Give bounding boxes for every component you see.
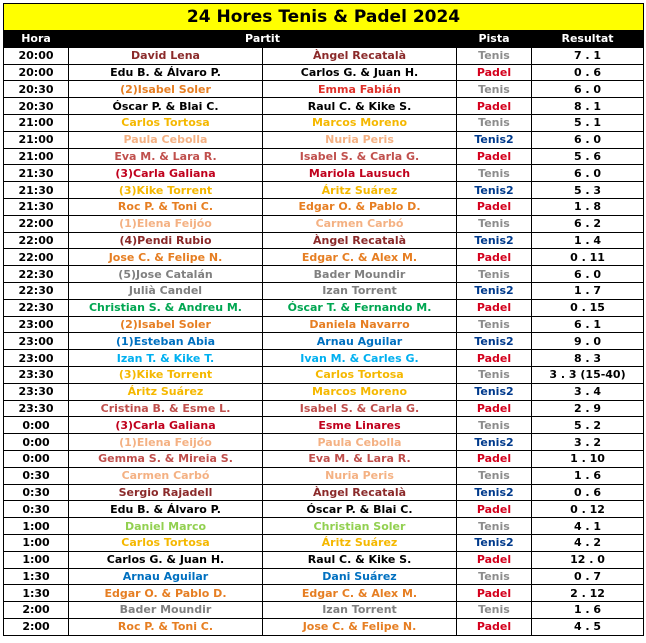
court-name: Padel <box>457 618 532 635</box>
court-name: Tenis <box>457 366 532 383</box>
match-row <box>4 64 644 81</box>
player-two: Nuria Peris <box>263 467 457 484</box>
player-two: Àngel Recatalà <box>263 484 457 501</box>
match-row <box>4 131 644 148</box>
match-time: 21:00 <box>4 131 69 148</box>
court-name: Padel <box>457 249 532 266</box>
player-one: Roc P. & Toni C. <box>69 618 263 635</box>
player-one: (1)Elena Feijóo <box>69 434 263 451</box>
player-one: Gemma S. & Mireia S. <box>69 450 263 467</box>
title-row <box>4 4 644 31</box>
court-name: Padel <box>457 64 532 81</box>
player-one: (4)Pendi Rubio <box>69 232 263 249</box>
player-one: Carlos Tortosa <box>69 114 263 131</box>
match-row <box>4 114 644 131</box>
player-two: Marcos Moreno <box>263 114 457 131</box>
court-name: Tenis <box>457 467 532 484</box>
match-row <box>4 450 644 467</box>
court-name: Padel <box>457 299 532 316</box>
match-time: 2:00 <box>4 618 69 635</box>
match-result: 1 . 6 <box>532 467 644 484</box>
match-time: 23:30 <box>4 383 69 400</box>
court-name: Tenis <box>457 417 532 434</box>
player-two: Ivan M. & Carles G. <box>263 350 457 367</box>
player-two: Raul C. & Kike S. <box>263 98 457 115</box>
match-row <box>4 518 644 535</box>
player-two: Áritz Suárez <box>263 182 457 199</box>
court-name: Tenis2 <box>457 484 532 501</box>
match-time: 21:30 <box>4 182 69 199</box>
player-one: Edu B. & Álvaro P. <box>69 64 263 81</box>
match-result: 3 . 3 (15-40) <box>532 366 644 383</box>
match-row <box>4 467 644 484</box>
player-one: (1)Elena Feijóo <box>69 215 263 232</box>
match-row <box>4 182 644 199</box>
match-row <box>4 47 644 64</box>
player-one: (5)Jose Catalán <box>69 266 263 283</box>
match-result: 2 . 9 <box>532 400 644 417</box>
match-result: 4 . 1 <box>532 518 644 535</box>
match-time: 1:00 <box>4 534 69 551</box>
player-one: Julià Candel <box>69 282 263 299</box>
match-time: 21:30 <box>4 165 69 182</box>
match-row <box>4 165 644 182</box>
court-name: Tenis <box>457 568 532 585</box>
court-name: Tenis2 <box>457 434 532 451</box>
match-time: 1:30 <box>4 585 69 602</box>
player-one: (1)Esteban Abia <box>69 333 263 350</box>
match-row <box>4 417 644 434</box>
match-result: 7 . 1 <box>532 47 644 64</box>
match-result: 8 . 3 <box>532 350 644 367</box>
match-time: 20:30 <box>4 98 69 115</box>
match-time: 22:30 <box>4 282 69 299</box>
court-name: Padel <box>457 585 532 602</box>
player-two: Raul C. & Kike S. <box>263 551 457 568</box>
match-row <box>4 215 644 232</box>
player-two: Carlos G. & Juan H. <box>263 64 457 81</box>
player-two: Carlos Tortosa <box>263 366 457 383</box>
player-one: Áritz Suárez <box>69 383 263 400</box>
court-name: Tenis <box>457 215 532 232</box>
match-time: 20:00 <box>4 47 69 64</box>
player-two: Isabel S. & Carla G. <box>263 148 457 165</box>
match-time: 1:00 <box>4 518 69 535</box>
match-row <box>4 618 644 635</box>
match-time: 0:30 <box>4 501 69 518</box>
player-two: Isabel S. & Carla G. <box>263 400 457 417</box>
match-time: 0:30 <box>4 484 69 501</box>
match-result: 3 . 4 <box>532 383 644 400</box>
match-time: 0:00 <box>4 434 69 451</box>
player-one: Roc P. & Toni C. <box>69 198 263 215</box>
match-time: 23:00 <box>4 316 69 333</box>
player-two: Edgar C. & Alex M. <box>263 249 457 266</box>
match-result: 6 . 2 <box>532 215 644 232</box>
match-time: 22:00 <box>4 232 69 249</box>
match-result: 1 . 4 <box>532 232 644 249</box>
player-two: Christian Soler <box>263 518 457 535</box>
player-one: Jose C. & Felipe N. <box>69 249 263 266</box>
player-two: Jose C. & Felipe N. <box>263 618 457 635</box>
match-result: 0 . 12 <box>532 501 644 518</box>
match-row <box>4 232 644 249</box>
match-result: 4 . 5 <box>532 618 644 635</box>
court-name: Tenis <box>457 81 532 98</box>
match-row <box>4 585 644 602</box>
match-result: 4 . 2 <box>532 534 644 551</box>
header-row <box>4 31 644 48</box>
match-result: 5 . 1 <box>532 114 644 131</box>
match-result: 2 . 12 <box>532 585 644 602</box>
match-time: 0:30 <box>4 467 69 484</box>
match-time: 21:00 <box>4 148 69 165</box>
player-one: Óscar P. & Blai C. <box>69 98 263 115</box>
court-name: Padel <box>457 450 532 467</box>
page-title: 24 Hores Tenis & Padel 2024 <box>4 4 644 31</box>
player-one: Carmen Carbó <box>69 467 263 484</box>
match-time: 1:30 <box>4 568 69 585</box>
player-one: Arnau Aguilar <box>69 568 263 585</box>
player-one: Carlos G. & Juan H. <box>69 551 263 568</box>
match-time: 22:00 <box>4 215 69 232</box>
player-two: Nuria Peris <box>263 131 457 148</box>
match-result: 0 . 6 <box>532 484 644 501</box>
match-time: 23:30 <box>4 400 69 417</box>
player-one: Christian S. & Andreu M. <box>69 299 263 316</box>
match-row <box>4 602 644 619</box>
player-one: (2)Isabel Soler <box>69 316 263 333</box>
player-two: Dani Suárez <box>263 568 457 585</box>
match-result: 9 . 0 <box>532 333 644 350</box>
match-time: 2:00 <box>4 602 69 619</box>
match-row <box>4 266 644 283</box>
player-one: (3)Carla Galiana <box>69 165 263 182</box>
player-two: Izan Torrent <box>263 282 457 299</box>
match-time: 20:00 <box>4 64 69 81</box>
match-row <box>4 98 644 115</box>
header-partit: Partit <box>69 31 457 48</box>
match-time: 23:00 <box>4 333 69 350</box>
match-result: 5 . 6 <box>532 148 644 165</box>
match-time: 1:00 <box>4 551 69 568</box>
player-two: Áritz Suárez <box>263 534 457 551</box>
match-row <box>4 568 644 585</box>
court-name: Padel <box>457 198 532 215</box>
match-row <box>4 299 644 316</box>
match-row <box>4 282 644 299</box>
match-result: 6 . 0 <box>532 81 644 98</box>
player-one: David Lena <box>69 47 263 64</box>
player-two: Esme Linares <box>263 417 457 434</box>
match-time: 21:30 <box>4 198 69 215</box>
player-one: Izan T. & Kike T. <box>69 350 263 367</box>
player-two: Àngel Recatalà <box>263 47 457 64</box>
court-name: Tenis <box>457 165 532 182</box>
player-two: Paula Cebolla <box>263 434 457 451</box>
player-one: Eva M. & Lara R. <box>69 148 263 165</box>
match-row <box>4 249 644 266</box>
player-one: (3)Kike Torrent <box>69 366 263 383</box>
match-result: 8 . 1 <box>532 98 644 115</box>
match-time: 23:00 <box>4 350 69 367</box>
player-two: Izan Torrent <box>263 602 457 619</box>
player-two: Àngel Recatalà <box>263 232 457 249</box>
court-name: Tenis2 <box>457 182 532 199</box>
match-result: 3 . 2 <box>532 434 644 451</box>
court-name: Tenis2 <box>457 232 532 249</box>
match-result: 5 . 3 <box>532 182 644 199</box>
court-name: Tenis <box>457 47 532 64</box>
court-name: Padel <box>457 501 532 518</box>
court-name: Tenis <box>457 602 532 619</box>
court-name: Tenis2 <box>457 534 532 551</box>
match-result: 1 . 8 <box>532 198 644 215</box>
match-time: 22:30 <box>4 299 69 316</box>
match-result: 0 . 11 <box>532 249 644 266</box>
player-one: (3)Carla Galiana <box>69 417 263 434</box>
match-row <box>4 551 644 568</box>
court-name: Padel <box>457 400 532 417</box>
match-row <box>4 501 644 518</box>
player-one: Cristina B. & Esme L. <box>69 400 263 417</box>
player-two: Daniela Navarro <box>263 316 457 333</box>
player-two: Óscar T. & Fernando M. <box>263 299 457 316</box>
player-two: Marcos Moreno <box>263 383 457 400</box>
player-two: Emma Fabián <box>263 81 457 98</box>
court-name: Padel <box>457 350 532 367</box>
player-two: Edgar O. & Pablo D. <box>263 198 457 215</box>
match-time: 23:30 <box>4 366 69 383</box>
player-one: Paula Cebolla <box>69 131 263 148</box>
match-row <box>4 350 644 367</box>
player-one: (2)Isabel Soler <box>69 81 263 98</box>
match-result: 1 . 6 <box>532 602 644 619</box>
match-result: 12 . 0 <box>532 551 644 568</box>
court-name: Tenis <box>457 266 532 283</box>
match-time: 22:00 <box>4 249 69 266</box>
player-one: Daniel Marco <box>69 518 263 535</box>
match-row <box>4 148 644 165</box>
match-result: 6 . 0 <box>532 266 644 283</box>
match-time: 0:00 <box>4 450 69 467</box>
match-row <box>4 484 644 501</box>
match-result: 0 . 7 <box>532 568 644 585</box>
match-result: 0 . 15 <box>532 299 644 316</box>
match-row <box>4 400 644 417</box>
match-result: 1 . 7 <box>532 282 644 299</box>
player-two: Óscar P. & Blai C. <box>263 501 457 518</box>
schedule-table <box>3 3 644 636</box>
match-time: 22:30 <box>4 266 69 283</box>
court-name: Padel <box>457 551 532 568</box>
player-two: Carmen Carbó <box>263 215 457 232</box>
match-result: 6 . 0 <box>532 165 644 182</box>
match-row <box>4 366 644 383</box>
match-result: 6 . 0 <box>532 131 644 148</box>
player-two: Mariola Lausuch <box>263 165 457 182</box>
court-name: Tenis <box>457 518 532 535</box>
match-result: 0 . 6 <box>532 64 644 81</box>
match-row <box>4 434 644 451</box>
court-name: Padel <box>457 98 532 115</box>
court-name: Tenis2 <box>457 282 532 299</box>
court-name: Tenis2 <box>457 131 532 148</box>
header-pista: Pista <box>457 31 532 48</box>
header-resultat: Resultat <box>532 31 644 48</box>
match-row <box>4 81 644 98</box>
match-row <box>4 383 644 400</box>
court-name: Tenis2 <box>457 333 532 350</box>
match-time: 20:30 <box>4 81 69 98</box>
court-name: Tenis <box>457 114 532 131</box>
player-two: Edgar C. & Alex M. <box>263 585 457 602</box>
match-result: 5 . 2 <box>532 417 644 434</box>
match-row <box>4 534 644 551</box>
court-name: Tenis <box>457 316 532 333</box>
player-two: Arnau Aguilar <box>263 333 457 350</box>
match-row <box>4 316 644 333</box>
match-row <box>4 198 644 215</box>
match-time: 0:00 <box>4 417 69 434</box>
player-two: Bader Moundir <box>263 266 457 283</box>
court-name: Padel <box>457 148 532 165</box>
match-row <box>4 333 644 350</box>
court-name: Tenis2 <box>457 383 532 400</box>
player-one: Edu B. & Álvaro P. <box>69 501 263 518</box>
player-one: Bader Moundir <box>69 602 263 619</box>
match-result: 6 . 1 <box>532 316 644 333</box>
match-time: 21:00 <box>4 114 69 131</box>
header-hora: Hora <box>4 31 69 48</box>
player-one: (3)Kike Torrent <box>69 182 263 199</box>
match-result: 1 . 10 <box>532 450 644 467</box>
player-one: Carlos Tortosa <box>69 534 263 551</box>
player-one: Edgar O. & Pablo D. <box>69 585 263 602</box>
player-two: Eva M. & Lara R. <box>263 450 457 467</box>
player-one: Sergio Rajadell <box>69 484 263 501</box>
